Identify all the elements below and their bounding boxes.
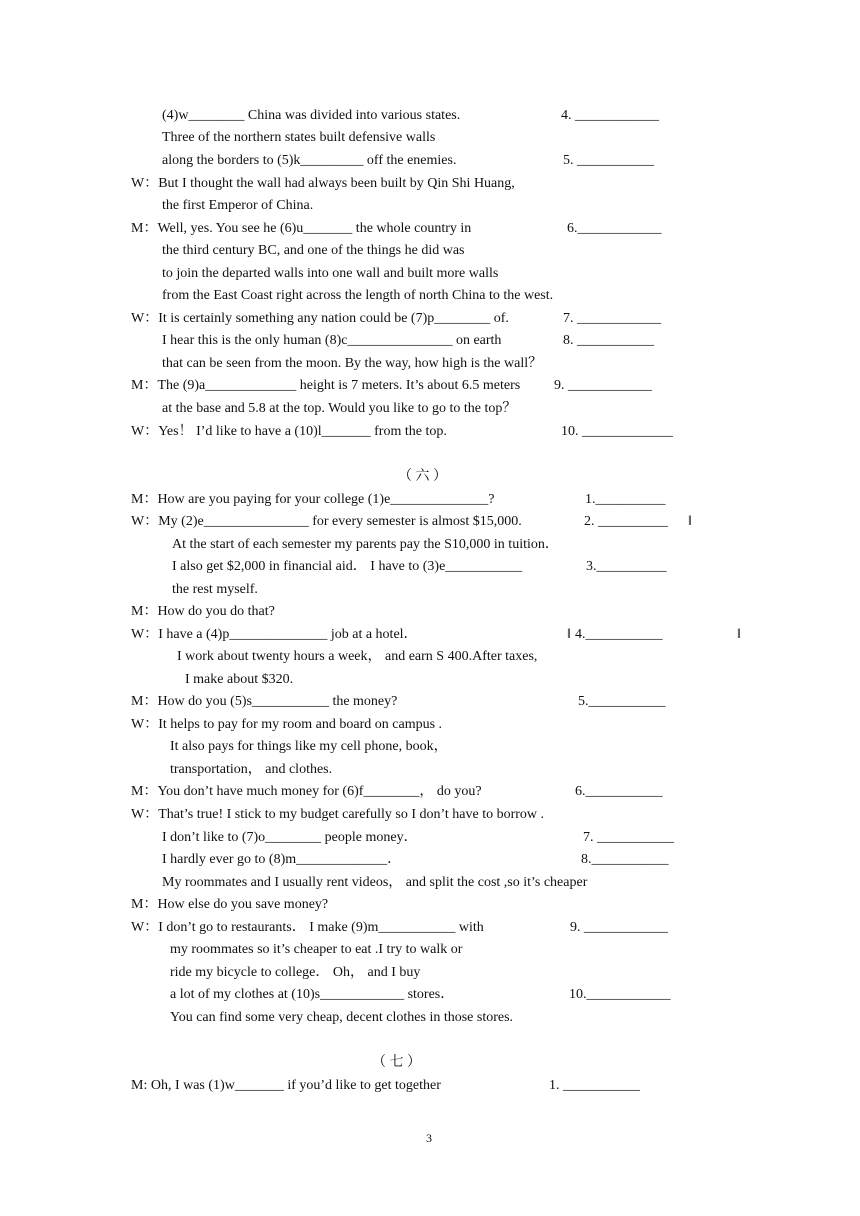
answer-blank: 5. ___________ — [563, 153, 654, 168]
dialogue-line: from the East Coast right across the length of north China to the west. — [162, 288, 554, 303]
answer-blank: 6.___________ — [575, 784, 663, 799]
dialogue-line: M：How do you (5)s___________ the money? — [131, 694, 398, 709]
dialogue-line: It also pays for things like my cell phone, book， — [170, 739, 448, 754]
dialogue-line: W：I don’t go to restaurants． I make (9)m___________ with — [131, 920, 484, 935]
dialogue-line: I hear this is the only human (8)c_______________ on earth — [162, 333, 502, 348]
dialogue-line: W：My (2)e_______________ for every semester is almost $15,000. — [131, 514, 522, 529]
dialogue-line: along the borders to (5)k_________ off the enemies. — [162, 153, 457, 168]
dialogue-line: ride my bicycle to college． Oh， and I buy — [170, 965, 421, 980]
dialogue-line: W：It is certainly something any nation could be (7)p________ of. — [131, 311, 509, 326]
dialogue-line: M：How are you paying for your college (1)e______________? — [131, 492, 495, 507]
dialogue-line: (4)w________ China was divided into various states. — [162, 108, 461, 123]
dialogue-line: My roommates and I usually rent videos， and split the cost ,so it’s cheaper — [162, 875, 588, 890]
answer-blank: 5.___________ — [578, 694, 666, 709]
answer-blank: 3.__________ — [586, 559, 667, 574]
dialogue-line: my roommates so it’s cheaper to eat .I try to walk or — [170, 942, 463, 957]
dialogue-line: M: Oh, I was (1)w_______ if you’d like to get together — [131, 1078, 441, 1093]
section-heading: （ 七 ） — [372, 1055, 421, 1070]
dialogue-line: at the base and 5.8 at the top. Would you like to go to the top？ — [162, 401, 517, 416]
answer-blank: 10. _____________ — [561, 424, 673, 439]
dialogue-line: I don’t like to (7)o________ people money． — [162, 830, 418, 845]
dialogue-line: W：But I thought the wall had always been built by Qin Shi Huang, — [131, 176, 515, 191]
answer-blank: 7. ____________ — [563, 311, 661, 326]
dialogue-line: At the start of each semester my parents pay the S10,000 in tuition． — [172, 537, 559, 552]
answer-blank: 4.___________ — [575, 627, 663, 642]
answer-blank: 9. ____________ — [570, 920, 668, 935]
dialogue-line: M：The (9)a_____________ height is 7 meters. It’s about 6.5 meters — [131, 378, 521, 393]
answer-blank: 9. ____________ — [554, 378, 652, 393]
answer-blank: 1.__________ — [585, 492, 666, 507]
dialogue-line: I hardly ever go to (8)m_____________． — [162, 852, 402, 867]
answer-blank: 7. ___________ — [583, 830, 674, 845]
scan-mark: ‖ — [688, 514, 692, 529]
dialogue-line: W：That’s true! I stick to my budget carefully so I don’t have to borrow . — [131, 807, 545, 822]
answer-blank: 6.____________ — [567, 221, 662, 236]
answer-blank: 10.____________ — [569, 987, 671, 1002]
scan-mark: ‖ — [567, 627, 571, 642]
section-heading: （ 六 ） — [398, 469, 447, 484]
dialogue-line: the third century BC, and one of the things he did was — [162, 243, 465, 258]
dialogue-line: I work about twenty hours a week， and earn S 400.After taxes, — [177, 649, 538, 664]
scan-mark: ‖ — [737, 627, 741, 642]
dialogue-line: transportation， and clothes. — [170, 762, 333, 777]
answer-blank: 4. ____________ — [561, 108, 659, 123]
answer-blank: 8.___________ — [581, 852, 669, 867]
dialogue-line: to join the departed walls into one wall and built more walls — [162, 266, 499, 281]
dialogue-line: M：How do you do that? — [131, 604, 275, 619]
dialogue-line: I make about $320. — [185, 672, 294, 687]
dialogue-line: the first Emperor of China. — [162, 198, 314, 213]
dialogue-line: W：It helps to pay for my room and board on campus . — [131, 717, 443, 732]
dialogue-line: W：I have a (4)p______________ job at a hotel． — [131, 627, 418, 642]
dialogue-line: W：Yes！ I’d like to have a (10)l_______ from the top. — [131, 424, 447, 439]
dialogue-line: You can find some very cheap, decent clothes in those stores. — [170, 1010, 514, 1025]
dialogue-line: I also get $2,000 in financial aid． I have to (3)e___________ — [172, 559, 523, 574]
answer-blank: 2. __________ — [584, 514, 668, 529]
dialogue-line: Three of the northern states built defensive walls — [162, 130, 436, 145]
dialogue-line: that can be seen from the moon. By the way, how high is the wall？ — [162, 356, 543, 371]
dialogue-line: M：Well, yes. You see he (6)u_______ the whole country in — [131, 221, 472, 236]
dialogue-line: M：How else do you save money? — [131, 897, 329, 912]
answer-blank: 1. ___________ — [549, 1078, 640, 1093]
dialogue-line: a lot of my clothes at (10)s____________ stores． — [170, 987, 455, 1002]
page-number: 3 — [426, 1131, 432, 1145]
dialogue-line: M：You don’t have much money for (6)f________， do you? — [131, 784, 482, 799]
dialogue-line: the rest myself. — [172, 582, 258, 597]
answer-blank: 8. ___________ — [563, 333, 654, 348]
